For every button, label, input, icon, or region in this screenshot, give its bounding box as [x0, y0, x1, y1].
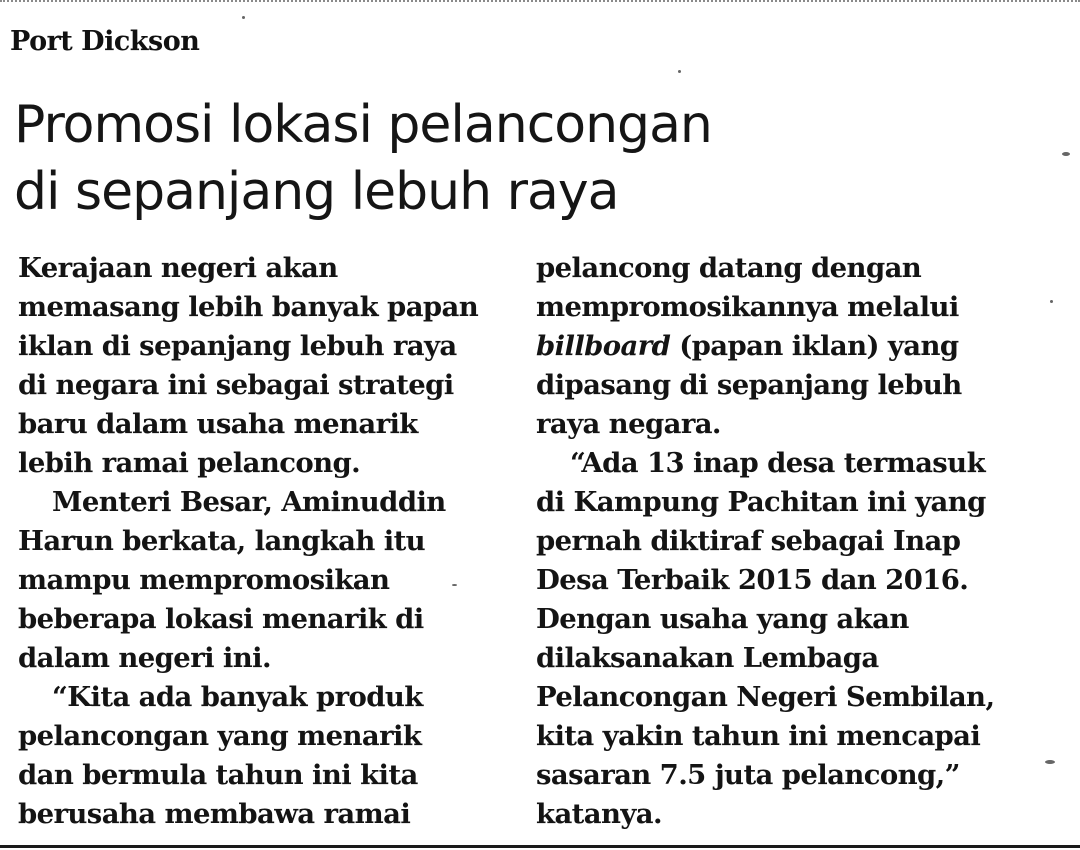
body-line: mempromosikannya melalui — [536, 291, 959, 323]
body-line: di negara ini sebagai strategi — [18, 369, 454, 401]
article-column-left — [18, 249, 508, 834]
headline-line-1: Promosi lokasi pelancongan — [14, 95, 712, 155]
body-line: dilaksanakan Lembaga — [536, 642, 879, 674]
body-line: Pelancongan Negeri Sembilan, — [536, 681, 995, 713]
bottom-rule — [0, 845, 1080, 848]
body-line: Desa Terbaik 2015 dan 2016. — [536, 564, 969, 596]
body-line: Harun berkata, langkah itu — [18, 525, 426, 557]
body-line: pernah diktiraf sebagai Inap — [536, 525, 961, 557]
scan-speck — [242, 16, 245, 19]
body-line: sasaran 7.5 juta pelancong,” — [536, 759, 960, 791]
body-line: dalam negeri ini. — [18, 642, 271, 674]
body-line — [536, 327, 1026, 366]
headline-line-2: di sepanjang lebuh raya — [14, 162, 619, 222]
headline — [14, 92, 1014, 226]
body-line: Menteri Besar, Aminuddin — [52, 486, 446, 518]
kicker-location: Port Dickson — [10, 26, 200, 57]
body-line: katanya. — [536, 798, 662, 830]
body-line: dan bermula tahun ini kita — [18, 759, 418, 791]
top-dotted-rule — [0, 0, 1080, 4]
body-line: iklan di sepanjang lebuh raya — [18, 330, 457, 362]
body-line: di Kampung Pachitan ini yang — [536, 486, 986, 518]
scan-speck — [1045, 760, 1055, 764]
body-line: “Kita ada banyak produk — [52, 681, 423, 713]
scan-speck — [1050, 300, 1053, 303]
body-line-rest: (papan iklan) yang — [670, 330, 959, 362]
body-line: berusaha membawa ramai — [18, 798, 411, 830]
scan-speck — [452, 584, 457, 586]
body-line: baru dalam usaha menarik — [18, 408, 418, 440]
body-line: dipasang di sepanjang lebuh — [536, 369, 962, 401]
body-line: mampu mempromosikan — [18, 564, 390, 596]
body-line: Kerajaan negeri akan — [18, 252, 338, 284]
article-column-right — [536, 249, 1026, 834]
body-line: pelancong datang dengan — [536, 252, 922, 284]
body-line: lebih ramai pelancong. — [18, 447, 361, 479]
body-line: kita yakin tahun ini mencapai — [536, 720, 981, 752]
body-line: raya negara. — [536, 408, 721, 440]
scan-speck — [678, 70, 681, 73]
body-line: pelancongan yang menarik — [18, 720, 422, 752]
body-line: “Ada 13 inap desa termasuk — [570, 447, 986, 479]
body-line: memasang lebih banyak papan — [18, 291, 479, 323]
body-line: Dengan usaha yang akan — [536, 603, 909, 635]
scan-speck — [1062, 152, 1070, 156]
body-line: beberapa lokasi menarik di — [18, 603, 424, 635]
billboard-term: billboard — [536, 330, 671, 362]
